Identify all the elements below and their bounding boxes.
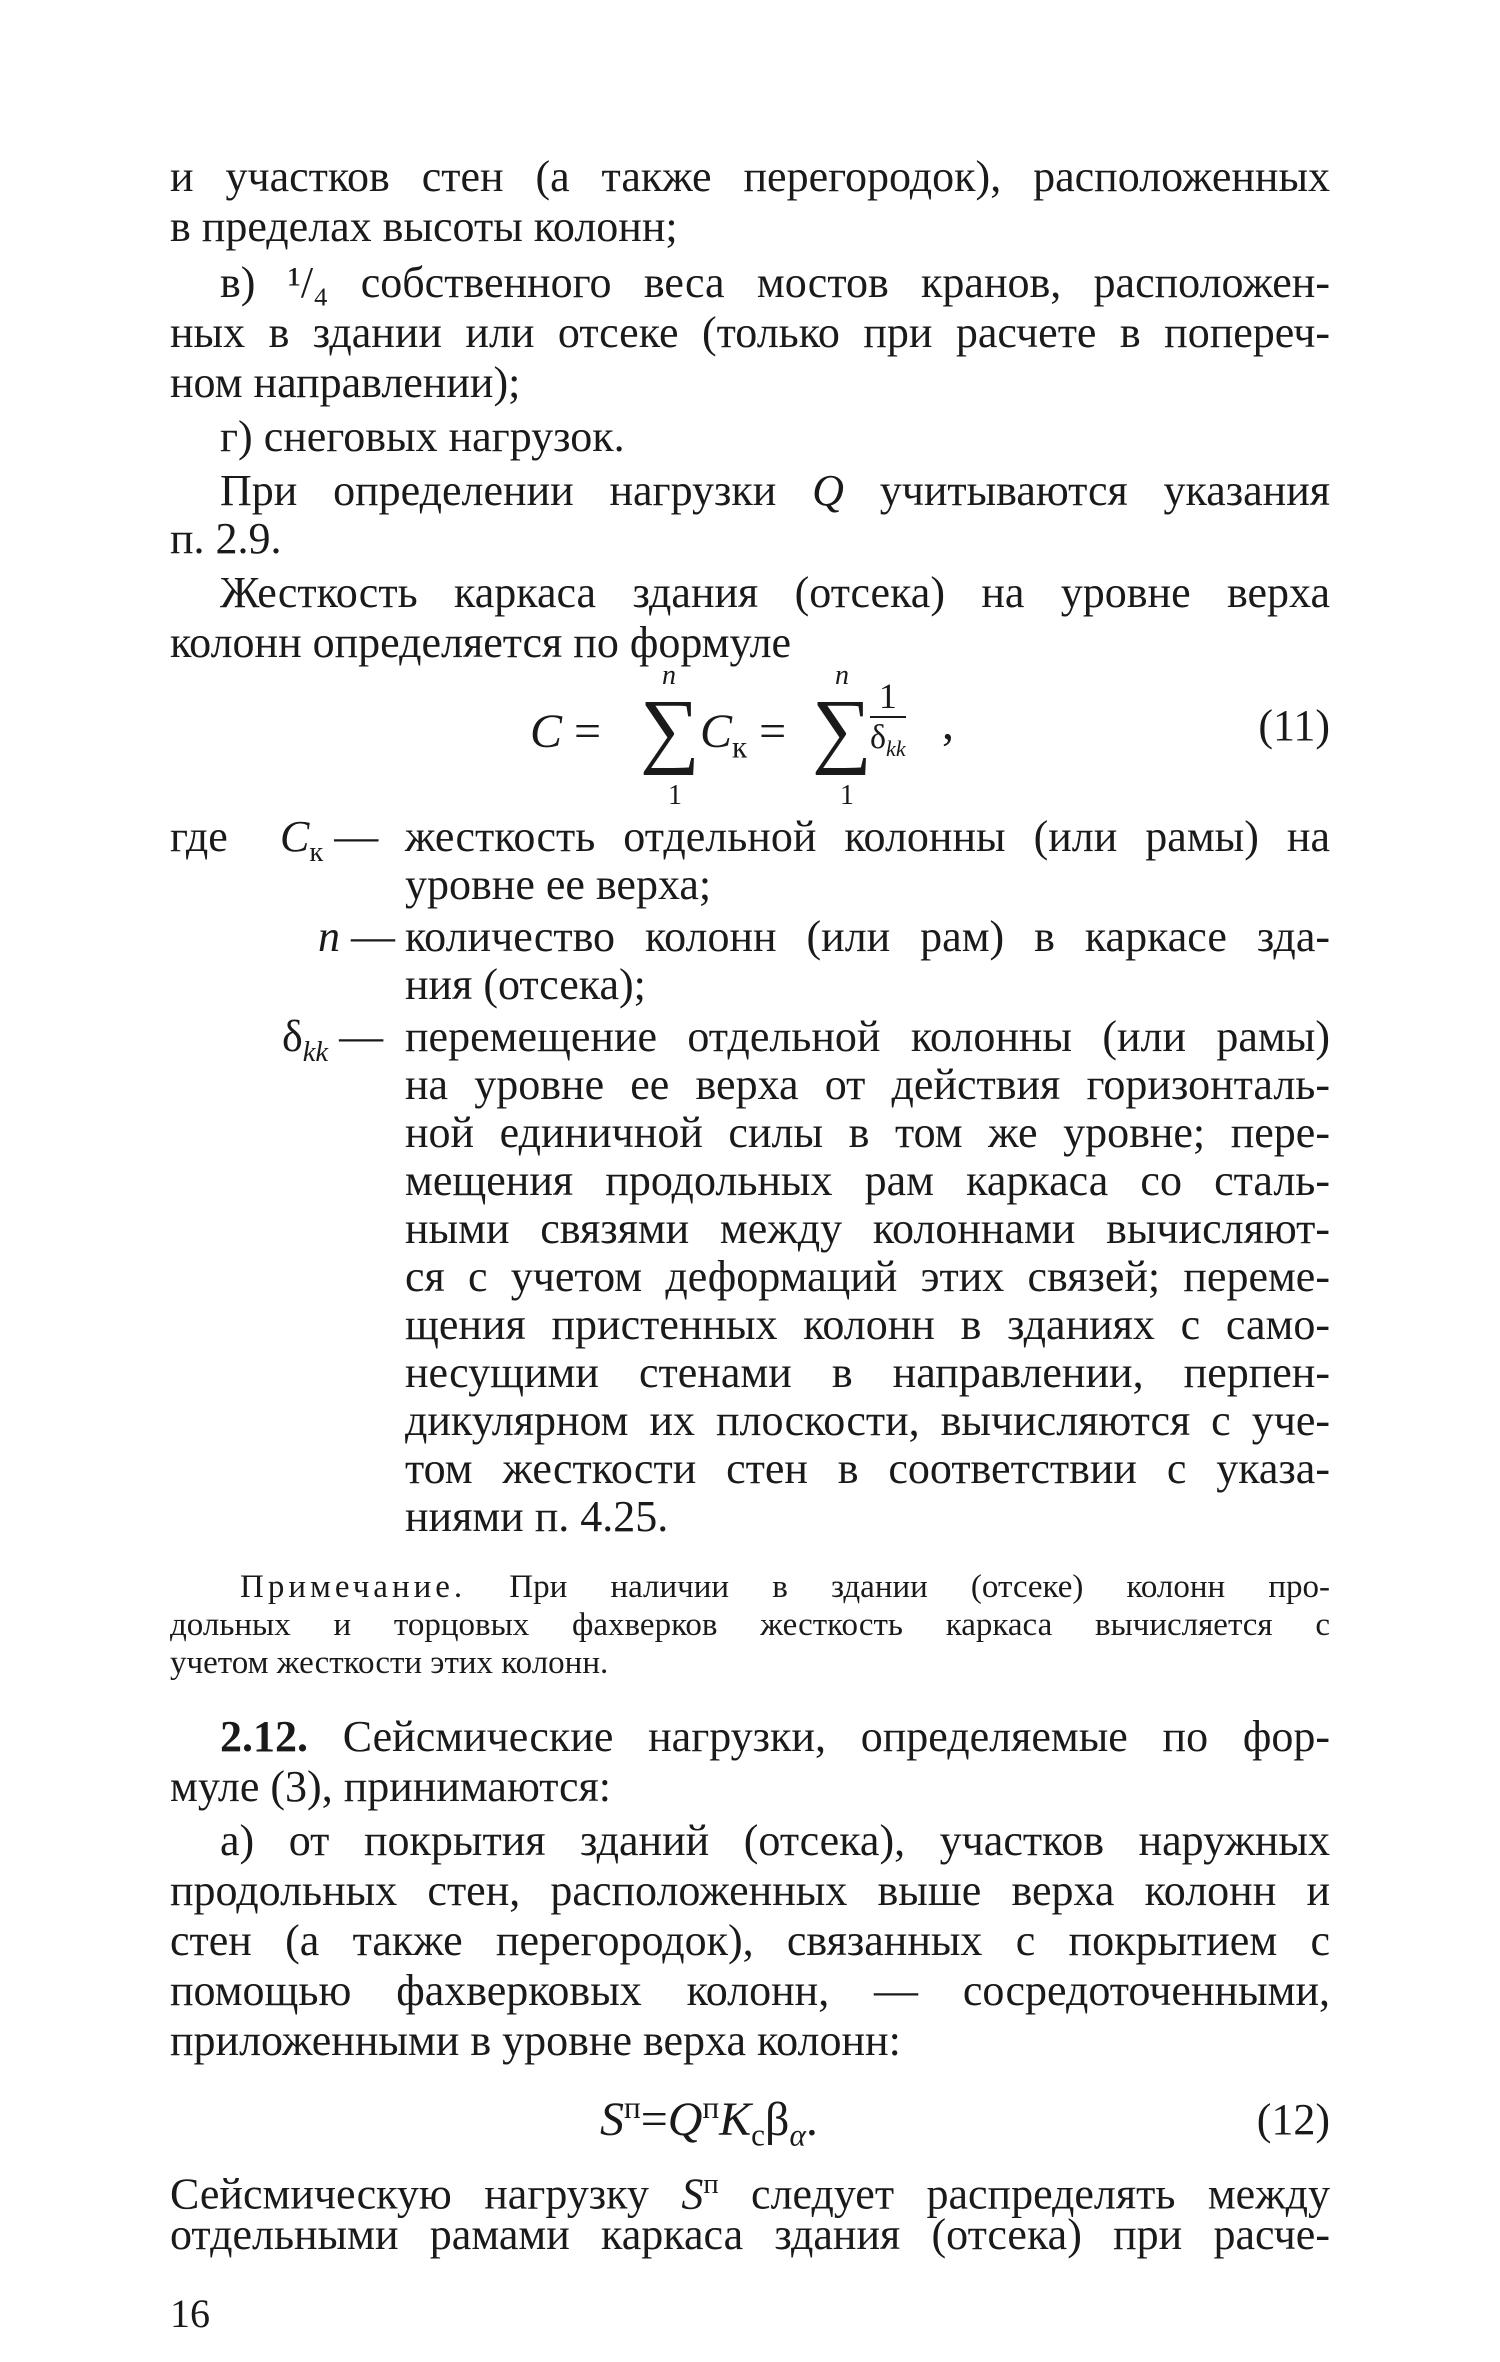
- text-line: отдельными рамами каркаса здания (отсека) при расче-: [170, 2210, 1330, 2259]
- text-line: При определении нагрузки Q учитываются указания: [220, 466, 1330, 515]
- note-label: Примечание.: [240, 1569, 467, 1605]
- text-line: Жесткость каркаса здания (отсека) на уровне верха: [220, 568, 1330, 617]
- sum-lower-limit: 1: [840, 780, 854, 811]
- where-word: где: [170, 812, 228, 861]
- sum-upper-limit: n: [835, 660, 849, 691]
- definition-line: мещения продольных рам каркаса со сталь-: [405, 1156, 1330, 1205]
- text-line: продольных стен, расположенных выше верха колонн и: [170, 1866, 1330, 1915]
- sum-lower-limit: 1: [668, 780, 682, 811]
- page-number: 16: [170, 2291, 210, 2336]
- section-number: 2.12.: [220, 1712, 308, 1761]
- definition-line: ными связями между колоннами вычисляют-: [405, 1204, 1330, 1253]
- text-line: 2.12. Сейсмические нагрузки, определяемые по фор-: [220, 1712, 1330, 1761]
- document-page: и участков стен (а также перегородок), расположенных в пределах высоты колонн; в) ¹/₄ собственного веса мостов кранов, расположен- ных в здании или отсеке (только при расчете в попереч- ном направлении); г) снеговых нагрузок. При определении нагрузки Q учитываются указания п. 2.9. Жесткость каркаса здания (отсека) на уровне верха колонн определяется по формуле C = n ∑ 1 $C_к$ = n ∑ 1 1 $\delta_{kk}$ , (11) где $C_к$ — жесткость отдельной колонны (или рамы) на уровне ее верха; n — количество колонн (или рам) в каркасе зда- ния (отсека); $\delta_{kk}$ — перемещение отдельной колонны (или рамы) на уровне ее верха от действия горизонталь- ной единичной силы в том же уровне; пере- мещения продольных рам каркаса со сталь- ными связями между колоннами вычисляют- ся с учетом деформаций этих связей; переме- щения пристенных колонн в зданиях с само- несущими стенами в направлении, перпен- дикулярном их плоскости, вычисляются с уче- том жесткости стен в соответствии с указа- ниями п. 4.25. Примечание. При наличии в здании (отсеке) колонн про- дольных и торцовых фахверков жесткость каркаса вычисляется с учетом жесткости этих колонн. 2.12. Сейсмические нагрузки, определяемые по фор- муле (3), принимаются: а) от покрытия зданий (отсека), участков наружных продольных стен, расположенных выше верха колонн и стен (а также перегородок), связанных с покрытием с помощью фахверковых колонн, — сосредоточенными, приложенными в уровне верха колонн: $S^п=Q^пK_с\beta_\alpha$. (12) Сейсмическую нагрузку $S^п$ следует распределять между отдельными рамами каркаса здания (отсека) при расче- 16: [170, 152, 1331, 2336]
- term-ck: $C_к$ —: [280, 812, 379, 868]
- definition-line: ниями п. 4.25.: [405, 1492, 669, 1541]
- text-line: колонн определяется по формуле: [170, 618, 792, 667]
- note-line: учетом жесткости этих колонн.: [170, 1645, 609, 1681]
- definition-line: ся с учетом деформаций этих связей; переме-: [405, 1252, 1330, 1301]
- definition-line: щения пристенных колонн в зданиях с само-: [405, 1300, 1330, 1349]
- definition-line: ной единичной силы в том же уровне; пере-: [405, 1108, 1330, 1157]
- note-line: дольных и торцовых фахверков жесткость каркаса вычисляется с: [170, 1607, 1330, 1643]
- text-line: Сейсмическую нагрузку $S^п$ следует распределять между: [170, 2169, 1331, 2219]
- definition-line: на уровне ее верха от действия горизонталь-: [405, 1060, 1330, 1109]
- sum-upper-limit: n: [662, 660, 676, 691]
- term-n: n —: [318, 912, 395, 961]
- definition-line: несущими стенами в направлении, перпен-: [405, 1348, 1330, 1397]
- text-line: и участков стен (а также перегородок), расположенных: [170, 152, 1330, 201]
- text-line: приложенными в уровне верха колонн:: [170, 2016, 901, 2065]
- definition-line: перемещение отдельной колонны (или рамы): [405, 1012, 1330, 1061]
- definition-line: количество колонн (или рам) в каркасе зда-: [405, 912, 1330, 961]
- equation-number: (11): [1258, 701, 1330, 750]
- text-line: в) ¹/₄ собственного веса мостов кранов, расположен-: [220, 258, 1330, 307]
- note-line: Примечание. При наличии в здании (отсеке) колонн про-: [240, 1569, 1330, 1605]
- text-line: муле (3), принимаются:: [170, 1762, 612, 1811]
- fraction: 1 $\delta_{kk}$: [870, 676, 906, 761]
- text-line: г) снеговых нагрузок.: [220, 412, 625, 461]
- text-line: в пределах высоты колонн;: [170, 202, 678, 251]
- definition-line: уровне ее верха;: [405, 860, 712, 909]
- text-line: ных в здании или отсеке (только при расчете в попереч-: [170, 308, 1330, 357]
- text-line: ном направлении);: [170, 358, 521, 407]
- text-line: а) от покрытия зданий (отсека), участков наружных: [220, 1816, 1330, 1865]
- sum-symbol: ∑: [640, 683, 700, 776]
- text-line: помощью фахверковых колонн, — сосредоточенными,: [170, 1966, 1330, 2015]
- definition-line: дикулярном их плоскости, вычисляются с уче-: [405, 1396, 1330, 1445]
- text-line: п. 2.9.: [170, 514, 282, 563]
- definition-line: жесткость отдельной колонны (или рамы) на: [405, 812, 1330, 861]
- definition-line: том жесткости стен в соответствии с указа-: [405, 1444, 1330, 1493]
- sum-symbol: ∑: [812, 683, 872, 776]
- text-line: стен (а также перегородок), связанных с покрытием с: [170, 1916, 1330, 1965]
- equation-number: (12): [1256, 2095, 1330, 2144]
- term-delta: $\delta_{kk}$ —: [282, 1012, 384, 1068]
- definition-line: ния (отсека);: [405, 960, 646, 1009]
